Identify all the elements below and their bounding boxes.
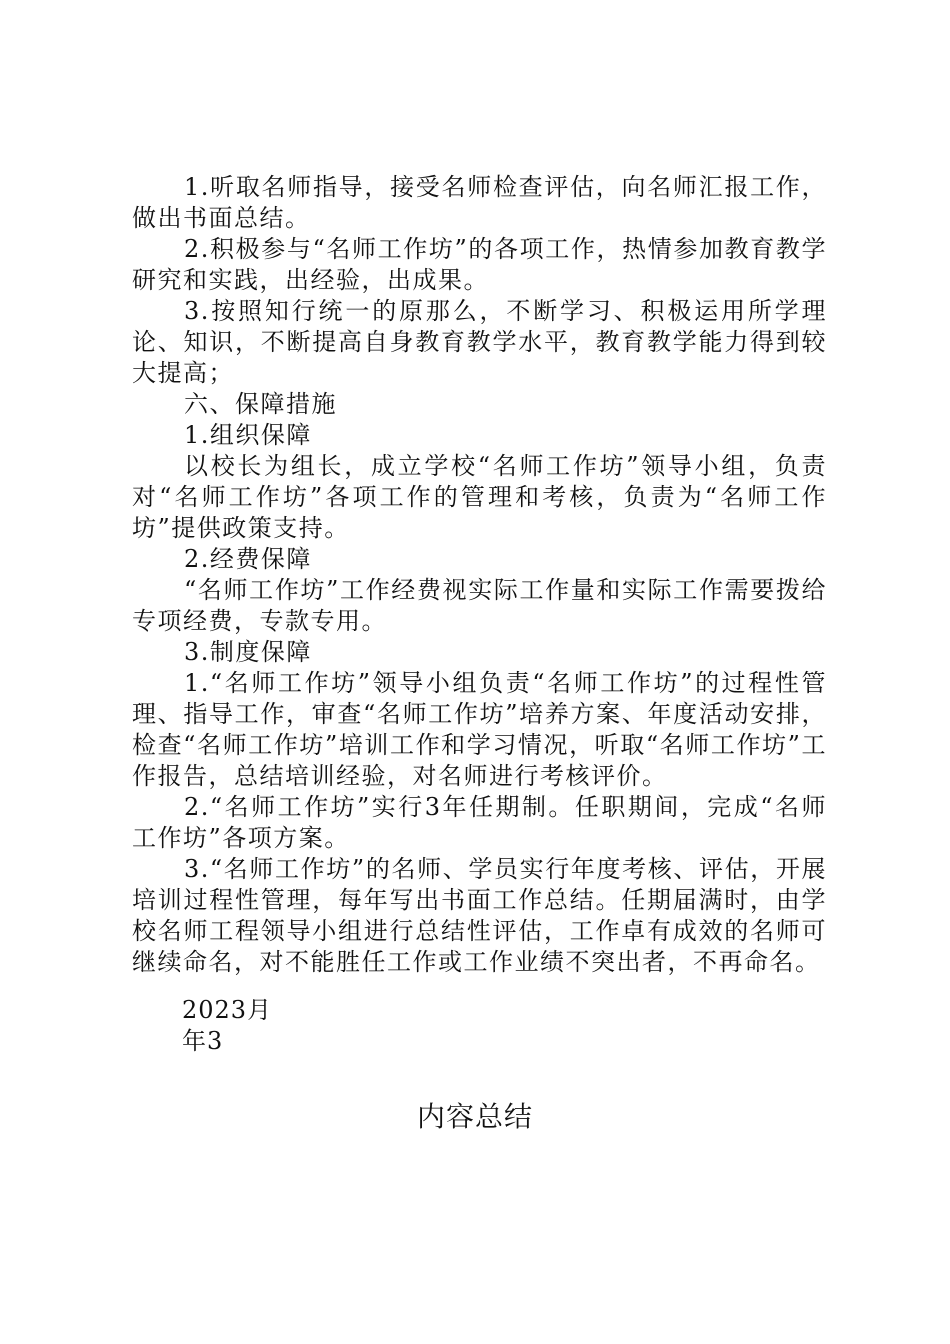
paragraph-system-3: 3.“名师工作坊”的名师、学员实行年度考核、评估，开展培训过程性管理，每年写出书面工作总结。任期届满时，由学校名师工程领导小组进行总结性评估，工作卓有成效的名师可继续命名，对不能胜任工作或工作业绩不突出者，不再命名。 — [132, 855, 827, 976]
summary-heading: 内容总结 — [416, 1100, 533, 1133]
paragraph-duty-3: 3.按照知行统一的原那么，不断学习、积极运用所学理论、知识，不断提高自身教育教学水平，教育教学能力得到较大提高； — [132, 297, 827, 387]
subheading-organization: 1.组织保障 — [184, 421, 312, 449]
paragraph-organization: 以校长为组长，成立学校“名师工作坊”领导小组，负责对“名师工作坊”各项工作的管理和考核，负责为“名师工作坊”提供政策支持。 — [132, 452, 827, 542]
paragraph-system-2: 2.“名师工作坊”实行3年任期制。任职期间，完成“名师工作坊”各项方案。 — [132, 793, 827, 852]
section-heading-guarantee: 六、保障措施 — [184, 390, 337, 418]
date-block — [182, 995, 272, 1057]
paragraph-funding: “名师工作坊”工作经费视实际工作量和实际工作需要拨给专项经费，专款专用。 — [132, 576, 827, 635]
paragraph-system-1: 1.“名师工作坊”领导小组负责“名师工作坊”的过程性管理、指导工作，审查“名师工作坊”培养方案、年度活动安排，检查“名师工作坊”培训工作和学习情况，听取“名师工作坊”工作报告，总结培训经验，对名师进行考核评价。 — [132, 669, 827, 790]
paragraph-duty-2: 2.积极参与“名师工作坊”的各项工作，热情参加教育教学研究和实践，出经验，出成果。 — [132, 235, 827, 294]
date-line-1: 2023月 — [182, 996, 273, 1024]
date-line-2: 年3 — [182, 1027, 224, 1055]
paragraph-duty-1: 1.听取名师指导，接受名师检查评估，向名师汇报工作，做出书面总结。 — [132, 173, 827, 232]
document-body — [132, 172, 827, 978]
subheading-funding: 2.经费保障 — [184, 545, 312, 573]
subheading-system: 3.制度保障 — [184, 638, 312, 666]
